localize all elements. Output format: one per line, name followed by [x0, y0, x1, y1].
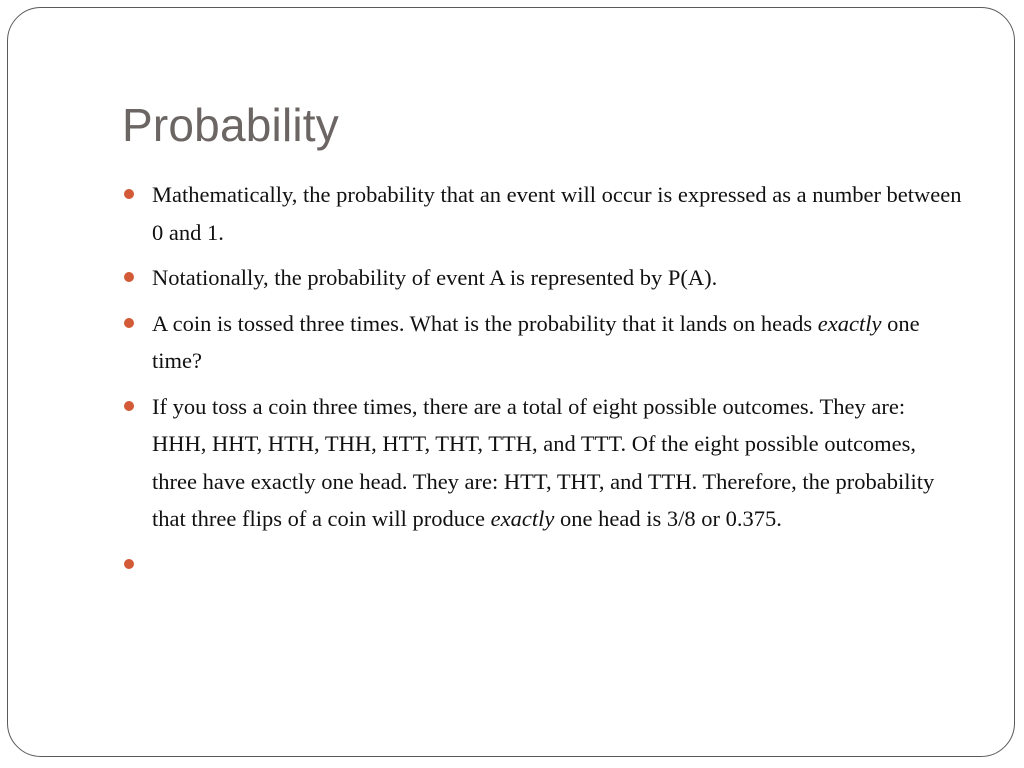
emphasis-text: exactly — [490, 506, 555, 531]
bullet-dot-icon — [124, 318, 134, 328]
bullet-text — [152, 394, 934, 532]
bullet-dot-icon — [124, 401, 134, 411]
bullet-text: Notationally, the probability of event A is represented by P(A). — [152, 265, 718, 290]
bullet-text-part: If you toss a coin three times, there are a total of eight possible outcomes. They are: HHH, HHT, HTH, THH, HTT, THT, TTH, and TTT. Of the eight possible outcomes, three have exactly one head. They are: HTT, THT, and TTH. Therefore, the probability that three flips of a coin will produce — [152, 393, 935, 531]
bullet-text-part: A coin is tossed three times. What is the probability that it lands on heads — [152, 310, 818, 336]
bullet-item — [122, 176, 962, 251]
bullet-text — [152, 311, 920, 374]
slide-title: Probability — [122, 99, 339, 151]
bullet-dot-icon — [124, 272, 134, 282]
emphasis-text: exactly — [817, 310, 882, 336]
bullet-dot-icon — [124, 189, 134, 199]
bullet-item — [122, 305, 962, 380]
bullet-dot-icon — [124, 559, 134, 569]
bullet-text-part: one time? — [152, 310, 920, 373]
slide-frame — [7, 7, 1015, 757]
bullet-list — [122, 176, 962, 546]
bullet-item — [122, 388, 962, 538]
bullet-item — [122, 259, 962, 297]
bullet-text: Mathematically, the probability that an event will occur is expressed as a number between 0 and 1. — [152, 182, 962, 245]
bullet-text-part: one head is 3/8 or 0.375. — [554, 506, 782, 531]
